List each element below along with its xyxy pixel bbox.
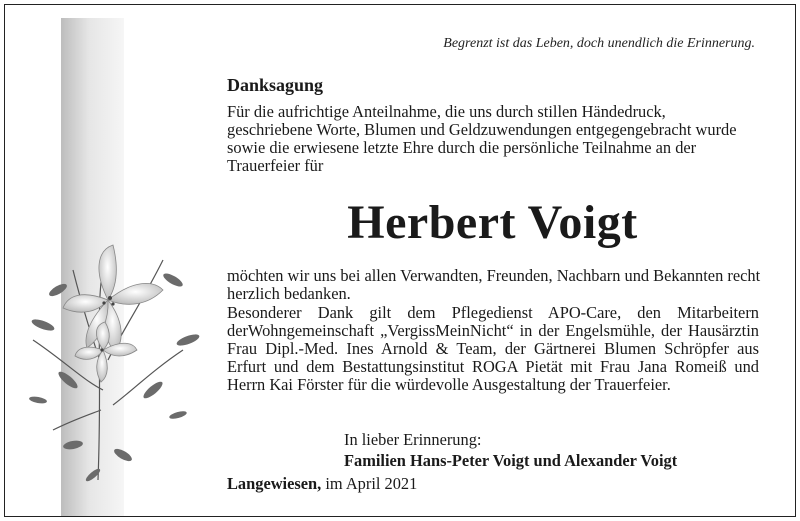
motto-quote: Begrenzt ist das Leben, doch unendlich die Erinnerung. <box>443 36 755 51</box>
obituary-card <box>4 4 796 517</box>
closing-line: In lieber Erinnerung: <box>344 430 482 449</box>
date-text: im April 2021 <box>321 474 418 493</box>
heading-title: Danksagung <box>227 75 324 95</box>
deceased-name: Herbert Voigt <box>347 196 638 249</box>
thanks-general-paragraph: möchten wir uns bei allen Verwandten, Freunden, Nachbarn und Bekannten recht herzlich bedanken. <box>227 266 761 303</box>
lily-flower-icon <box>13 230 203 490</box>
thanks-special-paragraph: Besonderer Dank gilt dem Pflegedienst APO-Care, den Mitarbeitern derWohngemeinschaft „VergissMeinNicht“ in der Engelsmühle, der Hausärztin Frau Dipl.-Med. Ines Arnold & Team, der Gärtnerei Blumen Schröpfer aus Erfurt und dem Bestattungsinstitut ROGA Pietät mit Frau Jana Romeiß und Herrn Kai Förster für die würdevolle Ausgestaltung der Trauerfeier. <box>227 303 759 394</box>
place-date-line <box>227 474 417 494</box>
intro-paragraph: Für die aufrichtige Anteilnahme, die uns durch stillen Händedruck, geschriebene Worte, Blumen und Geldzuwendungen entgegengebracht wurde sowie die erwiesene letzte Ehre durch die persönliche Teilnahme an der Trauerfeier für <box>227 102 737 175</box>
place-name: Langewiesen, <box>227 474 322 493</box>
families-signature: Familien Hans-Peter Voigt und Alexander Voigt <box>344 451 678 470</box>
